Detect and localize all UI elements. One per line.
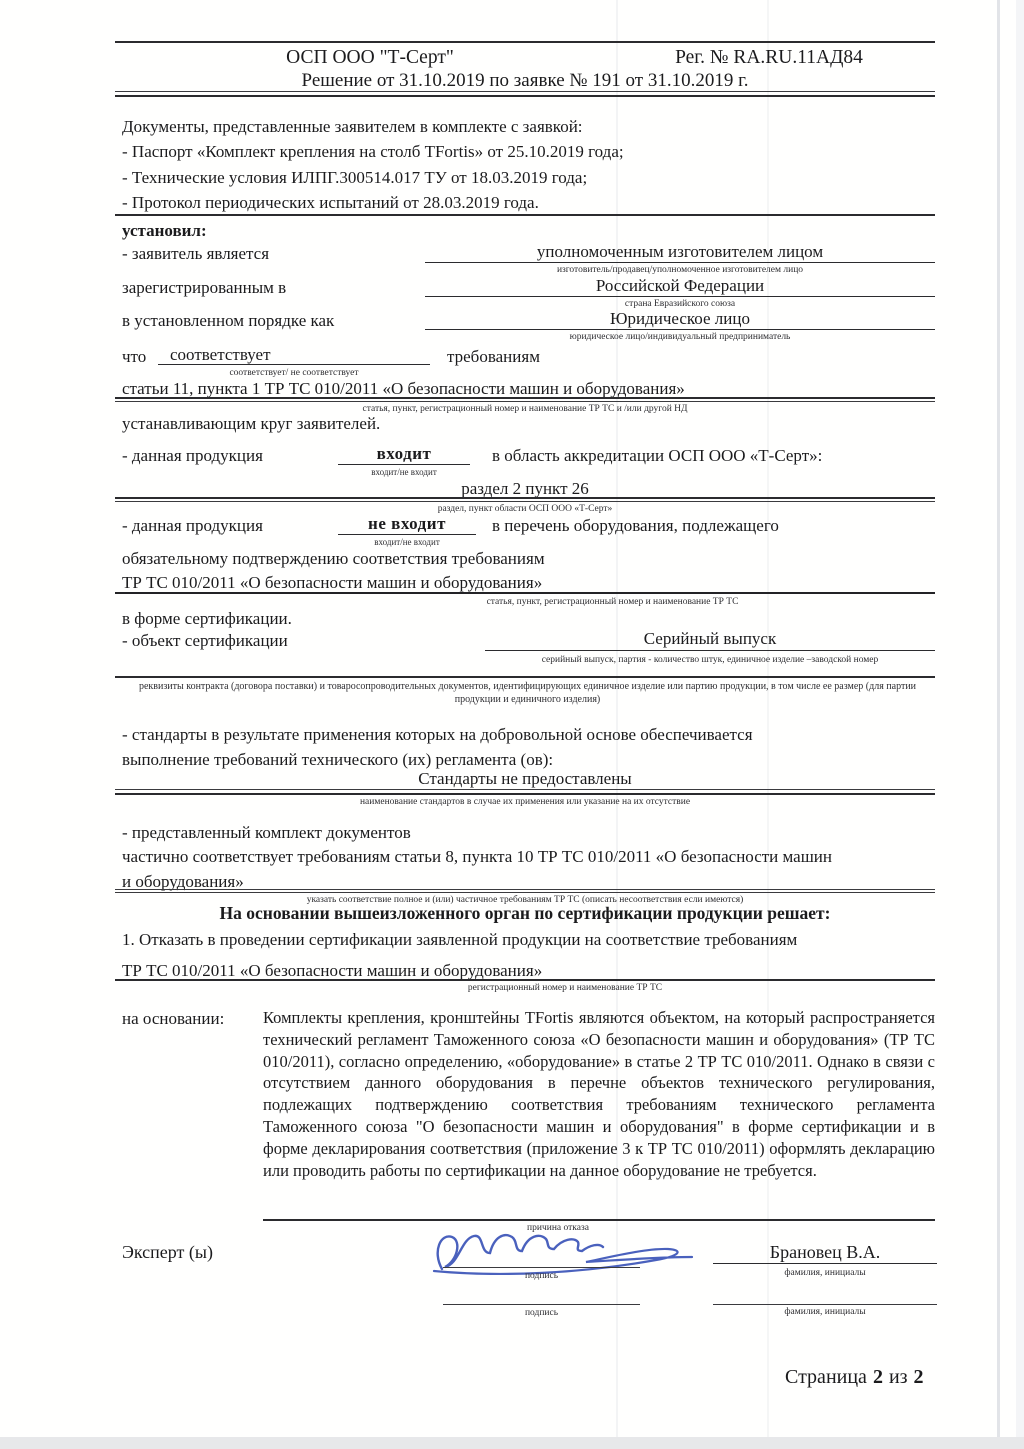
compliance-value: соответствует (158, 345, 430, 365)
docs-compliance-caption: указать соответствие полное и (или) частичное требованиям ТР ТС (описать несоответствия если имеются) (306, 895, 744, 905)
expert-label: Эксперт (ы) (122, 1242, 214, 1262)
basis-rule (263, 1219, 935, 1221)
compliance-caption: соответствует/ не соответствует (229, 368, 359, 378)
document-item: - Протокол периодических испытаний от 28.03.2019 года. (122, 193, 539, 213)
signature-caption-1: подпись (524, 1271, 559, 1281)
product-listing-suffix: в перечень оборудования, подлежащего (492, 516, 779, 535)
product-listing-line4: в форме сертификации. (122, 609, 292, 628)
compliance-suffix: требованиям (447, 347, 540, 366)
certification-object-label: - объект сертификации (122, 631, 288, 650)
basis-label: на основании: (122, 1009, 225, 1028)
docs-compliance-rule-a (115, 889, 935, 890)
expert-name: Брановец В.А. (713, 1242, 937, 1264)
docs-compliance-line1: - представленный комплект документов (122, 823, 411, 842)
page-number-sep: из (888, 1366, 908, 1388)
basis-paragraph: Комплекты крепления, кронштейны TFortis являются объектом, на который распространяется технический регламент Таможенного союза «О безопасности машин и оборудования» (ТР ТС 010/2011), согласно определению, «оборудование» в статье 2 ТР ТС 010/2011. Однако в связи с отсутствием данного оборудования в перечне объектов технического регулирования, подлежащих подтверждению соответствия требованиям технического регламента Таможенного союза "О безопасности машин и оборудования" в форме сертификации и в форме декларирования соответствия (приложение 3 к ТР ТС 010/2011) оформлять декларацию или проводить работы по сертификации на данное оборудование не требуется. (263, 1008, 935, 1180)
page-number-current: 2 (872, 1366, 883, 1388)
field-caption-registered: страна Евразийского союза (624, 299, 736, 309)
standards-rule (115, 793, 935, 795)
standards-line1: - стандарты в результате применения которых на добровольной основе обеспечивается (122, 725, 753, 744)
article-rule (115, 397, 935, 399)
basis-caption: причина отказа (527, 1223, 589, 1233)
product-accreditation-value-caption: входит/не входит (371, 467, 437, 477)
field-value-applicant: уполномоченным изготовителем лицом (425, 242, 935, 263)
documents-rule (115, 214, 935, 216)
section-caption: раздел, пункт области ОСП ООО «Т-Серт» (437, 504, 613, 514)
docs-compliance-line2: частично соответствует требованиям статьи 8, пункта 10 ТР ТС 010/2011 «О безопасности машин (122, 847, 833, 866)
signature-caption-2: подпись (524, 1308, 559, 1318)
field-value-entity: Юридическое лицо (425, 309, 935, 330)
requisites-caption: реквизиты контракта (договора поставки) и товаросопроводительных документов, идентифицирующих единичное изделие или партию продукции, в том числе ее размер (для партии продукции и единичного изделия) (138, 681, 917, 705)
name-line-2 (713, 1304, 937, 1305)
signature-line-2 (443, 1304, 640, 1305)
product-listing-value: не входит (338, 514, 476, 535)
standards-line2: выполнение требований технического (их) регламента (ов): (122, 750, 554, 769)
listing-caption: статья, пункт, регистрационный номер и наименование ТР ТС (486, 597, 739, 607)
article-caption: статья, пункт, регистрационный номер и наименование ТР ТС и /или другой НД (362, 404, 688, 414)
docs-compliance-rule-b (115, 892, 935, 893)
accreditation-section-value: раздел 2 пункт 26 (461, 479, 589, 498)
signature-stroke (438, 1235, 603, 1269)
expert-name-caption-2: фамилия, инициалы (784, 1307, 866, 1317)
page-number-prefix: Страница (785, 1366, 867, 1388)
product-listing-line2: обязательному подтверждению соответствия требованиям (122, 549, 545, 568)
resolution-reg-rule (115, 979, 935, 981)
field-label-entity: в установленном порядке как (122, 311, 335, 330)
certification-object-value: Серийный выпуск (485, 629, 935, 651)
standards-value: Стандарты не предоставлены (418, 769, 632, 788)
field-value-registered: Российской Федерации (425, 276, 935, 297)
field-label-registered: зарегистрированным в (122, 278, 287, 297)
scan-edge-artifact (1016, 0, 1024, 1449)
field-caption-entity: юридическое лицо/индивидуальный предприниматель (569, 332, 791, 342)
documents-list (122, 114, 937, 216)
certification-object-caption: серийный выпуск, партия - количество штук, единичное изделие –заводской номер (541, 655, 879, 665)
registration-number: Рег. № RA.RU.11АД84 (675, 47, 863, 68)
standards-caption: наименование стандартов в случае их применения или указание на их отсутствие (359, 797, 691, 807)
standards-rule-thin (115, 789, 935, 790)
resolution-item1: 1. Отказать в проведении сертификации заявленной продукции на соответствие требованиям (122, 930, 798, 949)
product-accreditation-label: - данная продукция (122, 446, 263, 465)
product-listing-value-caption: входит/не входит (374, 537, 440, 547)
header-bottom-rule-thin (115, 91, 935, 92)
scan-line-artifact (997, 0, 1000, 1449)
resolution-reg-caption: регистрационный номер и наименование ТР ТС (467, 983, 663, 993)
product-accreditation-value: входит (338, 444, 470, 465)
compliance-label: что (122, 347, 147, 366)
header-top-rule (115, 41, 935, 43)
scan-bottom-band-artifact (0, 1437, 1024, 1449)
decision-title: Решение от 31.10.2019 по заявке № 191 от 31.10.2019 г. (301, 70, 749, 91)
field-caption-applicant: изготовитель/продавец/уполномоченное изготовителем лицо (556, 265, 804, 275)
document-item: - Технические условия ИЛПГ.300514.017 ТУ от 18.03.2019 года; (122, 167, 588, 187)
section-rule-thin (115, 501, 935, 502)
product-listing-line3: ТР ТС 010/2011 «О безопасности машин и оборудования» (122, 573, 543, 592)
section-rule (115, 497, 935, 499)
scope-line: устанавливающим круг заявителей. (122, 414, 381, 433)
document-item: - Паспорт «Комплект крепления на столб TFortis» от 25.10.2019 года; (122, 142, 624, 162)
header-bottom-rule (115, 95, 935, 97)
field-label-applicant: - заявитель является (122, 244, 270, 263)
listing-rule (115, 592, 935, 594)
documents-intro: Документы, представленные заявителем в комплекте с заявкой: (122, 117, 583, 136)
expert-name-caption-1: фамилия, инициалы (784, 1268, 866, 1278)
page-number (785, 1366, 924, 1388)
docs-compliance-line3: и оборудования» (122, 872, 244, 891)
requisites-rule (115, 676, 935, 678)
product-accreditation-suffix: в область аккредитации ОСП ООО «Т-Серт»: (492, 446, 823, 465)
article-line: статьи 11, пункта 1 ТР ТС 010/2011 «О безопасности машин и оборудования» (122, 379, 685, 398)
page-number-total: 2 (913, 1366, 924, 1388)
established-heading: установил: (122, 221, 207, 240)
product-listing-label: - данная продукция (122, 516, 263, 535)
certification-body-name: ОСП ООО "Т-Серт" (286, 47, 454, 68)
signature-line-1 (443, 1267, 640, 1268)
resolution-heading: На основании вышеизложенного орган по сертификации продукции решает: (219, 903, 831, 923)
resolution-reg-line: ТР ТС 010/2011 «О безопасности машин и оборудования» (122, 961, 543, 980)
article-rule-thin (115, 401, 935, 402)
